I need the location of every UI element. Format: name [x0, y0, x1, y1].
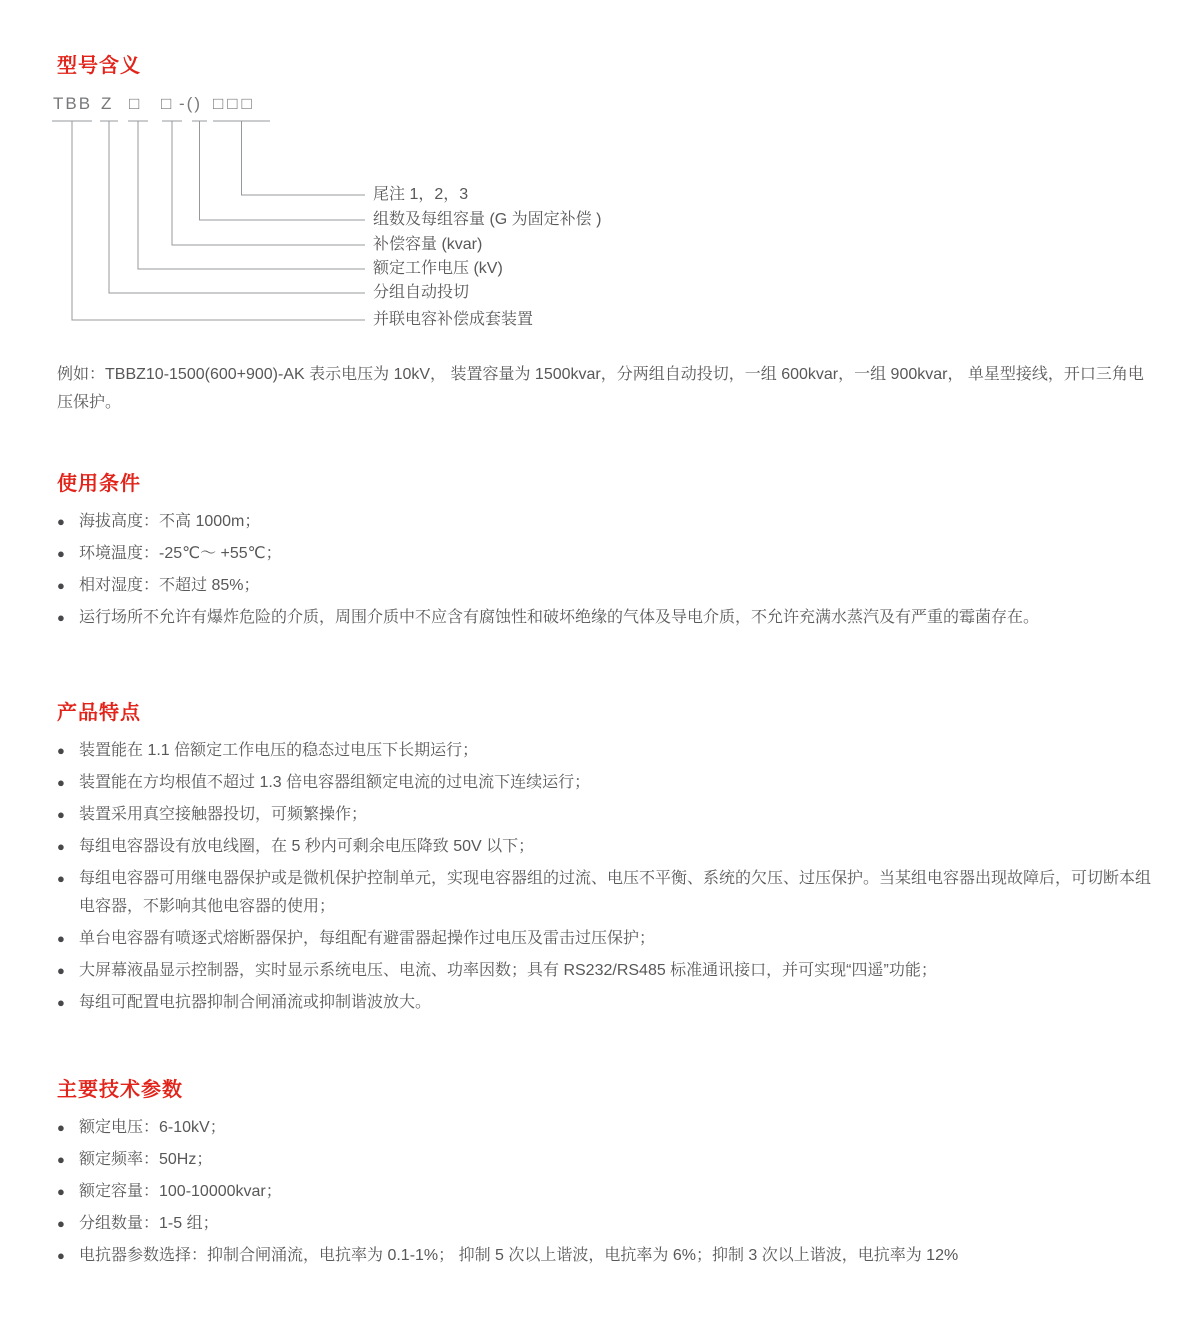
- list-item: ● 额定频率：50Hz；: [57, 1146, 1155, 1174]
- list-item: ● 装置能在 1.1 倍额定工作电压的稳态过电压下长期运行；: [57, 737, 1155, 765]
- list-item: ● 每组电容器设有放电线圈，在 5 秒内可剩余电压降致 50V 以下；: [57, 833, 1155, 861]
- section-title-model: 型号含义: [57, 55, 141, 77]
- model-code-part-z: Z: [101, 94, 114, 113]
- bullet-dot-icon: ●: [57, 514, 65, 529]
- model-code-label-switching: 分组自动投切: [373, 284, 470, 301]
- bullet-dot-icon: ●: [57, 546, 65, 561]
- model-code-label-device: 并联电容补偿成套装置: [373, 311, 534, 328]
- usage-conditions-list: [57, 508, 1155, 632]
- bullet-dot-icon: ●: [57, 807, 65, 822]
- model-code-part-box1: □: [129, 94, 142, 113]
- list-item: ● 电抗器参数选择：抑制合闸涌流，电抗率为 0.1-1%； 抑制 5 次以上谐波，电抗率为 6%；抑制 3 次以上谐波，电抗率为 12%: [57, 1242, 1155, 1270]
- model-code-label-voltage: 额定工作电压 (kV): [373, 260, 503, 277]
- model-code-part-paren: -(): [179, 94, 202, 113]
- section-product-features: [57, 702, 1155, 1017]
- bullet-dot-icon: ●: [57, 1152, 65, 1167]
- technical-parameters-list: [57, 1114, 1155, 1270]
- list-item: ● 分组数量：1-5 组；: [57, 1210, 1155, 1238]
- bullet-dot-icon: ●: [57, 871, 65, 886]
- bullet-dot-icon: ●: [57, 743, 65, 758]
- list-item: ● 额定容量：100-10000kvar；: [57, 1178, 1155, 1206]
- section-technical-parameters: [57, 1079, 1155, 1270]
- bullet-dot-icon: ●: [57, 995, 65, 1010]
- product-features-list: [57, 737, 1155, 1017]
- model-code-diagram: [52, 92, 1155, 338]
- list-item: ● 每组电容器可用继电器保护或是微机保护控制单元，实现电容器组的过流、电压不平衡、系统的欠压、过压保护。当某组电容器出现故障后，可切断本组电容器，不影响其他电容器的使用；: [57, 865, 1155, 921]
- bullet-dot-icon: ●: [57, 610, 65, 625]
- list-item: ● 单台电容器有喷逐式熔断器保护，每组配有避雷器起操作过电压及雷击过压保护；: [57, 925, 1155, 953]
- section-title-usage: 使用条件: [57, 473, 141, 495]
- section-title-params: 主要技术参数: [57, 1079, 183, 1101]
- bullet-dot-icon: ●: [57, 963, 65, 978]
- list-item: ● 环境温度：-25℃～ +55℃；: [57, 540, 1155, 568]
- bullet-dot-icon: ●: [57, 1184, 65, 1199]
- section-model-meaning: [53, 55, 1155, 417]
- bullet-dot-icon: ●: [57, 839, 65, 854]
- bullet-dot-icon: ●: [57, 1120, 65, 1135]
- model-code-part-box2: □: [161, 94, 174, 113]
- list-item: ● 额定电压：6-10kV；: [57, 1114, 1155, 1142]
- list-item: ● 海拔高度：不高 1000m；: [57, 508, 1155, 536]
- model-code-label-groups: 组数及每组容量 (G 为固定补偿 ): [373, 211, 602, 228]
- model-code-label-suffix: 尾注 1，2，3: [373, 186, 469, 203]
- section-usage-conditions: [57, 473, 1155, 632]
- bullet-dot-icon: ●: [57, 578, 65, 593]
- list-item: ● 装置采用真空接触器投切，可频繁操作；: [57, 801, 1155, 829]
- bullet-dot-icon: ●: [57, 1216, 65, 1231]
- model-code-part-series: TBB: [53, 94, 93, 113]
- model-code-label-capacity: 补偿容量 (kvar): [373, 236, 483, 253]
- bullet-dot-icon: ●: [57, 775, 65, 790]
- model-code-part-box3: □□□: [213, 94, 256, 113]
- bullet-dot-icon: ●: [57, 1248, 65, 1263]
- section-title-features: 产品特点: [57, 702, 141, 724]
- list-item: ● 每组可配置电抗器抑制合闸涌流或抑制谐波放大。: [57, 989, 1155, 1017]
- model-example-text: 例如：TBBZ10-1500(600+900)-AK 表示电压为 10kV， 装置容量为 1500kvar，分两组自动投切，一组 600kvar，一组 900kvar， 单星型接线，开口三角电压保护。: [57, 366, 1144, 411]
- list-item: ● 大屏幕液晶显示控制器，实时显示系统电压、电流、功率因数；具有 RS232/RS485 标准通讯接口，并可实现“四遥”功能；: [57, 957, 1155, 985]
- list-item: ● 相对湿度：不超过 85%；: [57, 572, 1155, 600]
- list-item: ● 运行场所不允许有爆炸危险的介质，周围介质中不应含有腐蚀性和破坏绝缘的气体及导电介质，不允许充满水蒸汽及有严重的霉菌存在。: [57, 604, 1155, 632]
- bullet-dot-icon: ●: [57, 931, 65, 946]
- list-item: ● 装置能在方均根值不超过 1.3 倍电容器组额定电流的过电流下连续运行；: [57, 769, 1155, 797]
